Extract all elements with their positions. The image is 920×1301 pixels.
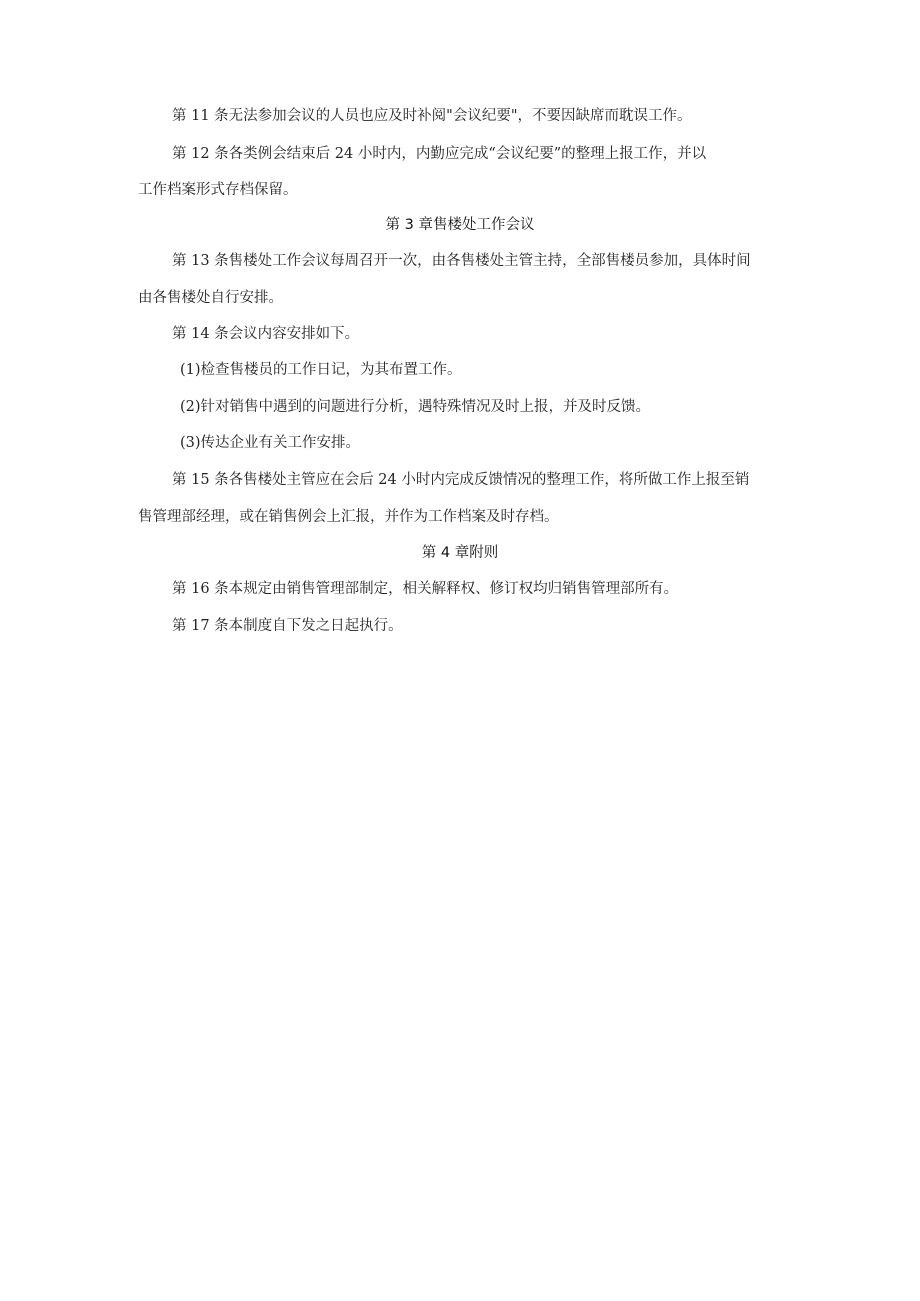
article-14: 第 14 条会议内容安排如下。 [172, 326, 360, 342]
article-12-line-2: 工作档案形式存档保留。 [138, 182, 298, 198]
article-17: 第 17 条本制度自下发之日起执行。 [172, 618, 403, 634]
article-15-line-1: 第 15 条各售楼处主管应在会后 24 小时内完成反馈情况的整理工作，将所做工作上报至销 [172, 472, 750, 488]
article-14-item-2: (2)针对销售中遇到的问题进行分析，遇特殊情况及时上报，并及时反馈。 [180, 399, 651, 415]
article-13-line-1: 第 13 条售楼处工作会议每周召开一次，由各售楼处主管主持，全部售楼员参加，具体时间 [172, 253, 751, 269]
article-11: 第 11 条无法参加会议的人员也应及时补阅"会议纪要"，不要因缺席而耽误工作。 [172, 108, 692, 124]
article-15-line-2: 售管理部经理，或在销售例会上汇报，并作为工作档案及时存档。 [138, 509, 559, 525]
article-14-item-1: (1)检查售楼员的工作日记，为其布置工作。 [180, 362, 462, 378]
article-13-line-2: 由各售楼处自行安排。 [138, 290, 283, 306]
article-14-item-3: (3)传达企业有关工作安排。 [180, 435, 361, 451]
article-16: 第 16 条本规定由销售管理部制定，相关解释权、修订权均归销售管理部所有。 [172, 581, 679, 597]
article-12-line-1: 第 12 条各类例会结束后 24 小时内，内勤应完成“会议纪要”的整理上报工作，并以 [172, 146, 707, 162]
chapter-3-heading: 第 3 章售楼处工作会议 [385, 217, 535, 233]
chapter-4-heading: 第 4 章附则 [421, 545, 499, 561]
